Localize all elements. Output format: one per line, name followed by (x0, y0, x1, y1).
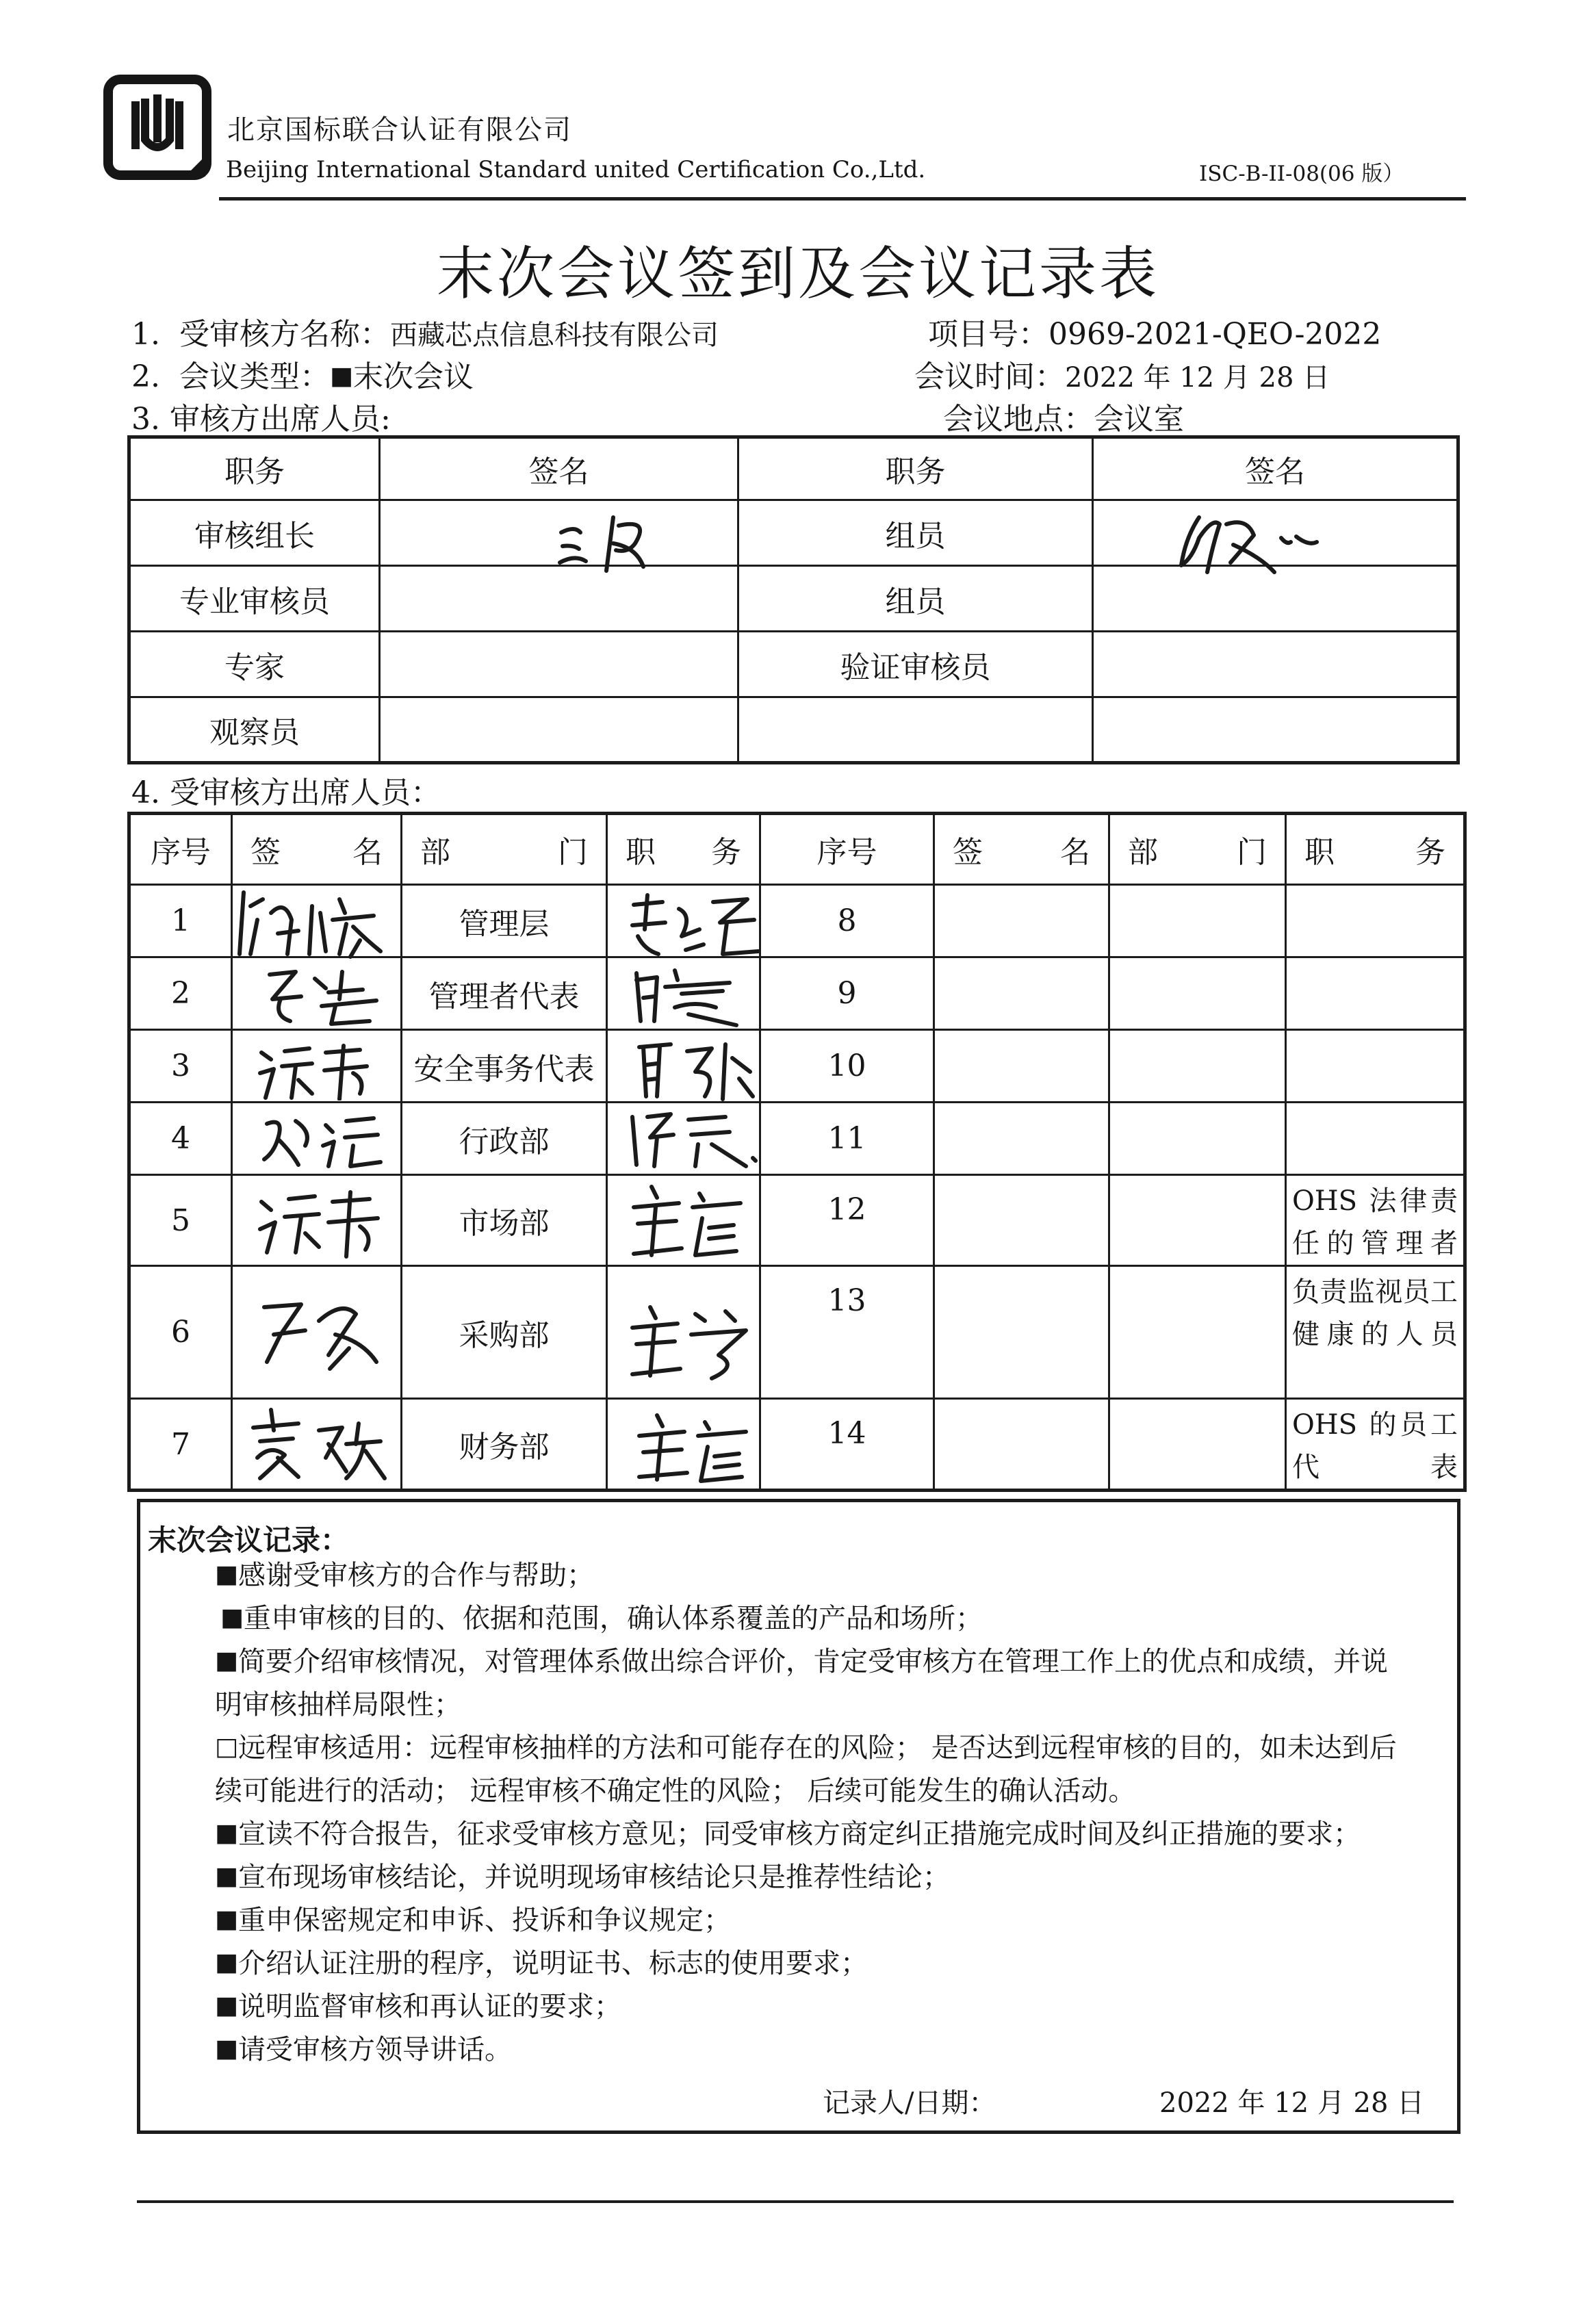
dept-cell: 行政部 (402, 1103, 607, 1175)
handwritten-signature (260, 958, 397, 1027)
header-seq: 序号 (129, 814, 232, 885)
signature-cell (934, 957, 1109, 1030)
meeting-type-value: 末次会议 (352, 359, 474, 394)
signature-cell (934, 1266, 1109, 1399)
role-cell (1286, 1030, 1465, 1103)
dept-cell (1109, 1175, 1286, 1266)
form-code: ISC-B-II-08(06 版） (1199, 162, 1404, 186)
role-cell: 验证审核员 (738, 632, 1093, 697)
seq-cell: 10 (760, 1030, 934, 1103)
header-cell: 职务 (129, 437, 380, 500)
signature-cell (934, 1030, 1109, 1103)
checkbox-checked-icon: ■ (215, 1992, 239, 2020)
checkbox-checked-icon: ■ (215, 2035, 239, 2063)
handwritten-signature (627, 960, 757, 1031)
role-cell: 专家 (129, 632, 380, 697)
role-cell: 组员 (738, 566, 1093, 632)
signature-cell (1093, 632, 1458, 697)
auditee-name-label: 1. 受审核方名称： (131, 317, 390, 352)
handwritten-signature (253, 1287, 390, 1376)
role-cell (1286, 957, 1465, 1030)
header-divider (219, 197, 1466, 201)
seq-cell: 3 (129, 1030, 232, 1103)
seq-cell: 13 (760, 1266, 934, 1399)
role-cell (738, 697, 1093, 763)
meeting-time-value: 2022 年 12 月 28 日 (1065, 362, 1330, 394)
signature-cell (934, 1399, 1109, 1491)
auditee-attendees-label: 4. 受审核方出席人员： (131, 775, 441, 810)
handwritten-signature (1172, 497, 1329, 586)
minutes-item: ■简要介绍审核情况，对管理体系做出综合评价，肯定受审核方在管理工作上的优点和成绩，并说 (215, 1640, 1388, 1685)
minutes-item: ■重申审核的目的、依据和范围，确认体系覆盖的产品和场所； (220, 1597, 983, 1642)
signature-cell (380, 632, 738, 697)
company-name-en: Beijing International Standard united Certification Co.,Ltd. (226, 156, 926, 183)
minutes-item: ■宣布现场审核结论，并说明现场审核结论只是推荐性结论； (215, 1855, 950, 1901)
seq-cell: 6 (129, 1266, 232, 1399)
signature-cell (1093, 697, 1458, 763)
handwritten-signature (244, 1403, 394, 1485)
handwritten-signature (624, 1180, 754, 1261)
dept-cell (1109, 1103, 1286, 1175)
dept-cell: 管理者代表 (402, 957, 607, 1030)
dept-cell (1109, 1266, 1286, 1399)
recorder-label: 记录人/日期： (823, 2087, 996, 2119)
seq-cell: 2 (129, 957, 232, 1030)
header-cell: 签名 (380, 437, 738, 500)
minutes-title: 末次会议记录： (148, 1523, 350, 1557)
dept-cell: 采购部 (402, 1266, 607, 1399)
checkbox-checked-icon: ■ (215, 1948, 239, 1976)
seq-cell: 12 (760, 1175, 934, 1266)
header-cell: 职务 (738, 437, 1093, 500)
checkbox-checked-icon: ■ (220, 1604, 244, 1632)
signature-cell (380, 566, 738, 632)
header-seq: 序号 (760, 814, 934, 885)
role-cell: OHS 的员工代表 (1286, 1399, 1465, 1491)
minutes-item: ■重申保密规定和申诉、投诉和争议规定； (215, 1898, 731, 1944)
minutes-item: ■介绍认证注册的程序，说明证书、标志的使用要求； (215, 1942, 868, 1987)
seq-cell: 5 (129, 1175, 232, 1266)
handwritten-signature (230, 886, 394, 961)
seq-cell: 8 (760, 885, 934, 957)
signature-cell (934, 1175, 1109, 1266)
meeting-type-checkbox: ■ (329, 362, 353, 390)
dept-cell (1109, 885, 1286, 957)
minutes-item: ■请受审核方领导讲话。 (215, 2028, 512, 2073)
header-sign: 签 名 (934, 814, 1109, 885)
auditor-attendees-label: 3. 审核方出席人员: (131, 402, 391, 437)
minutes-item: □远程审核适用：远程审核抽样的方法和可能存在的风险； 是否达到远程审核的目的，如未达到后 (215, 1726, 1397, 1771)
dept-cell: 安全事务代表 (402, 1030, 607, 1103)
role-cell: OHS 法律责任的管理者 (1286, 1175, 1465, 1266)
checkbox-checked-icon: ■ (215, 1647, 239, 1675)
auditee-name-field (131, 309, 719, 353)
table-header-row (129, 814, 1465, 885)
header-cell: 签名 (1093, 437, 1458, 500)
table-row (129, 632, 1458, 697)
seq-cell: 1 (129, 885, 232, 957)
meeting-type-label: 2. 会议类型： (131, 359, 330, 394)
role-cell: 组员 (738, 500, 1093, 566)
project-number-field (928, 309, 1381, 353)
role-cell: 专业审核员 (129, 566, 380, 632)
handwritten-signature (257, 1105, 394, 1170)
minutes-item-continued: 明审核抽样局限性； (215, 1689, 461, 1721)
handwritten-signature (623, 1300, 753, 1382)
role-cell: 观察员 (129, 697, 380, 763)
checkbox-checked-icon: ■ (215, 1560, 239, 1588)
handwritten-signature (250, 1032, 387, 1100)
signature-cell (380, 697, 738, 763)
role-cell (1286, 885, 1465, 957)
footer-divider (137, 2200, 1454, 2203)
handwritten-signature (250, 1181, 394, 1261)
table-row (129, 697, 1458, 763)
auditor-attendance-table (127, 435, 1460, 764)
dept-cell (1109, 1030, 1286, 1103)
checkbox-checked-icon: ■ (215, 1905, 239, 1933)
header-role: 职 务 (1286, 814, 1465, 885)
project-number-label: 项目号： (928, 317, 1048, 352)
handwritten-signature (623, 1103, 773, 1172)
company-name-cn: 北京国标联合认证有限公司 (227, 114, 572, 146)
role-cell (1286, 1103, 1465, 1175)
header-role: 职 务 (607, 814, 760, 885)
minutes-item: ■说明监督审核和再认证的要求； (215, 1985, 621, 2030)
checkbox-checked-icon: ■ (215, 1819, 239, 1847)
meeting-location-label: 会议地点： (943, 402, 1094, 437)
header-dept: 部 门 (1109, 814, 1286, 885)
dept-cell: 管理层 (402, 885, 607, 957)
header-sign: 签 名 (232, 814, 402, 885)
minutes-item: ■宣读不符合报告，征求受审核方意见；同受审核方商定纠正措施完成时间及纠正措施的要求； (215, 1812, 1361, 1857)
dept-cell: 财务部 (402, 1399, 607, 1491)
minutes-item: ■感谢受审核方的合作与帮助； (215, 1554, 594, 1599)
seq-cell: 9 (760, 957, 934, 1030)
meeting-location-value: 会议室 (1094, 402, 1184, 437)
checkbox-empty-icon: □ (215, 1733, 239, 1761)
signature-cell (934, 1103, 1109, 1175)
project-number-value: 0969-2021-QEO-2022 (1048, 317, 1382, 352)
role-cell: 负责监视员工健康的人员 (1286, 1266, 1465, 1399)
seq-cell: 4 (129, 1103, 232, 1175)
dept-cell: 市场部 (402, 1175, 607, 1266)
table-header-row (129, 437, 1458, 500)
handwritten-signature (630, 1408, 760, 1484)
company-logo-icon (103, 74, 212, 187)
seq-cell: 14 (760, 1399, 934, 1491)
record-date: 2022 年 12 月 28 日 (1159, 2087, 1425, 2119)
handwritten-signature (630, 1031, 760, 1102)
meeting-time-label: 会议时间： (914, 359, 1065, 394)
form-title: 末次会议签到及会议记录表 (436, 240, 1159, 307)
seq-cell: 7 (129, 1399, 232, 1491)
header-dept: 部 门 (402, 814, 607, 885)
dept-cell (1109, 1399, 1286, 1491)
minutes-item-continued: 续可能进行的活动； 远程审核不确定性的风险； 后续可能发生的确认活动。 (215, 1775, 1136, 1807)
handwritten-signature (548, 505, 684, 574)
handwritten-signature (624, 888, 768, 960)
meeting-location-field (943, 394, 1184, 438)
meeting-type-field (131, 352, 474, 396)
seq-cell: 11 (760, 1103, 934, 1175)
meeting-time-field (914, 352, 1330, 396)
checkbox-checked-icon: ■ (215, 1862, 239, 1890)
auditee-name-value: 西藏芯点信息科技有限公司 (389, 320, 719, 351)
signature-cell (934, 885, 1109, 957)
dept-cell (1109, 957, 1286, 1030)
role-cell: 审核组长 (129, 500, 380, 566)
